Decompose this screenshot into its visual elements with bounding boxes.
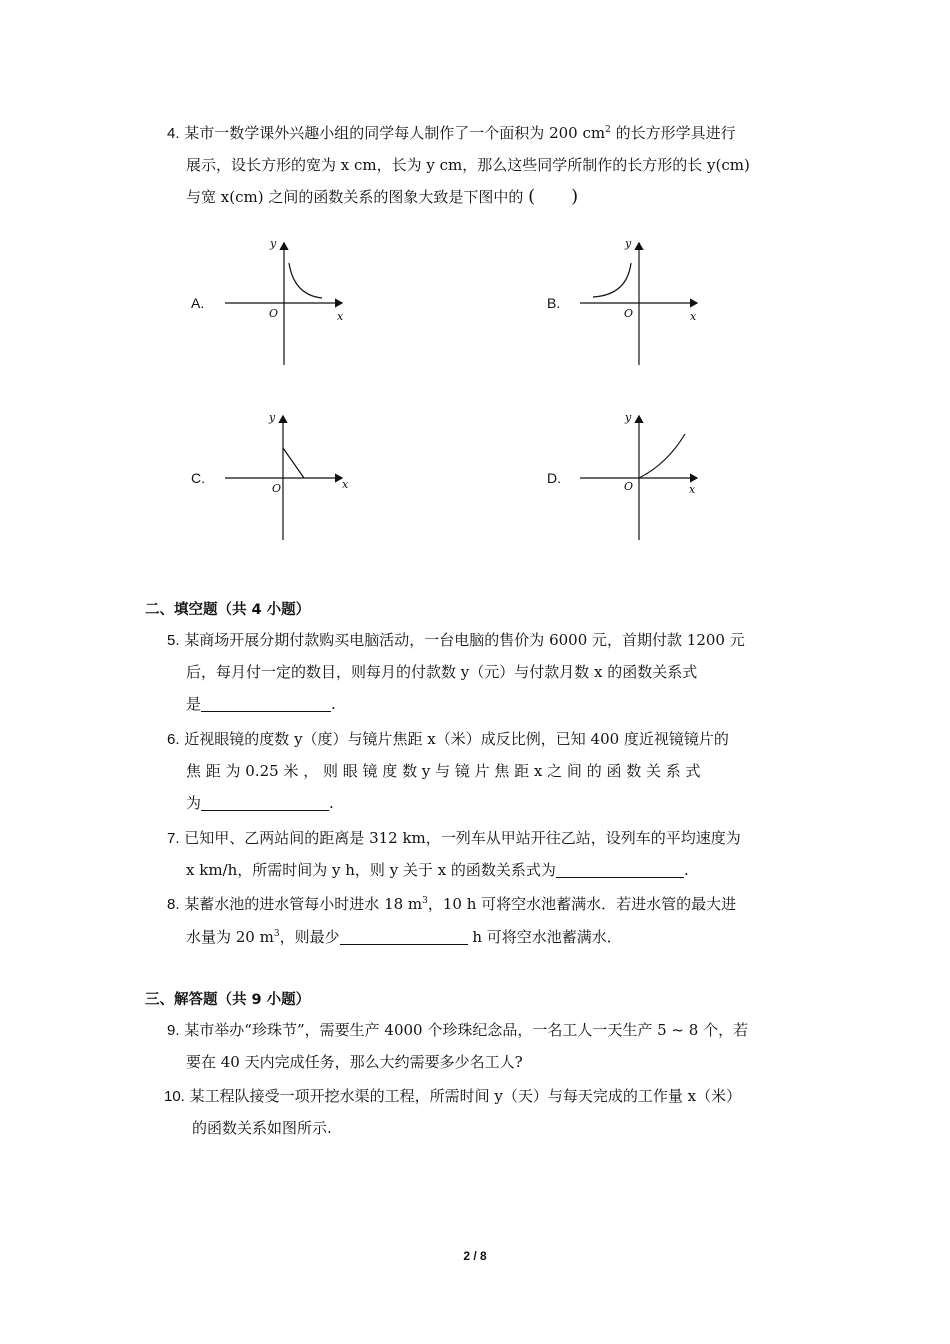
q7-line1 (167, 828, 741, 849)
q5-text-3: 是 (186, 695, 202, 713)
q10-text-1: 某工程队接受一项开挖水渠的工程，所需时间 y（天）与每天完成的工作量 x（米） (189, 1087, 742, 1105)
y-axis-label: y (269, 411, 276, 424)
option-d-label: D. (547, 470, 561, 486)
q4-line3 (186, 187, 578, 207)
origin-label: O (269, 307, 279, 320)
q4-sup: 2 (605, 125, 611, 135)
q6-answer-blank[interactable] (201, 795, 329, 811)
q7-number: 7. (167, 830, 180, 847)
q4-text-3: 与宽 x(cm) 之间的函数关系的图象大致是下图中的 (186, 188, 524, 206)
q6-text-1: 近视眼镜的度数 y（度）与镜片焦距 x（米）成反比例，已知 400 度近视镜镜片的 (184, 730, 729, 748)
q10-number: 10. (164, 1088, 185, 1105)
q5-text-1: 某商场开展分期付款购买电脑活动，一台电脑的售价为 6000 元，首期付款 1200 元 (184, 631, 745, 649)
origin-label: O (272, 482, 282, 495)
y-axis-label: y (625, 411, 632, 424)
q8-text-1b: ，10 h 可将空水池蓄满水．若进水管的最大进 (427, 895, 737, 913)
q10-line2: 的函数关系如图所示. (192, 1119, 332, 1137)
q8-sup-1: 3 (422, 896, 428, 906)
q4-text-1: 某市一数学课外兴趣小组的同学每人制作了一个面积为 200 cm (184, 124, 606, 142)
q6-text-3: 为 (186, 794, 202, 812)
q5-answer-blank[interactable] (201, 696, 331, 712)
option-d-graph (575, 408, 715, 547)
q4-text-1-end: 的长方形学具进行 (610, 124, 736, 142)
q8-text-1a: 某蓄水池的进水管每小时进水 18 m (184, 895, 423, 913)
q7-answer-blank[interactable] (556, 862, 684, 878)
q8-line2 (186, 927, 622, 947)
q5-number: 5. (167, 632, 180, 649)
q5-period: . (331, 695, 336, 713)
segment-c (283, 448, 304, 478)
q8-line1 (167, 894, 736, 915)
q9-line2: 要在 40 天内完成任务，那么大约需要多少名工人? (186, 1053, 523, 1071)
q4-line2: 展示，设长方形的宽为 x cm，长为 y cm，那么这些同学所制作的长方形的长 y(cm) (186, 156, 750, 174)
origin-label: O (624, 480, 634, 493)
option-c-graph (220, 408, 360, 547)
option-c-label: C. (191, 470, 205, 486)
q6-period: . (329, 794, 334, 812)
q7-text-1: 已知甲、乙两站间的距离是 312 km，一列车从甲站开往乙站，设列车的平均速度为 (184, 829, 741, 847)
q8-answer-blank[interactable] (340, 929, 468, 945)
page-number: 2 / 8 (463, 1249, 487, 1263)
q4-line1 (167, 123, 736, 144)
origin-label: O (624, 307, 634, 320)
q6-line3 (186, 793, 334, 813)
curve-a (289, 263, 322, 298)
section-2-heading: 二、填空题（共 4 小题） (145, 602, 311, 618)
q9-number: 9. (167, 1022, 180, 1039)
q5-line2: 后，每月付一定的数目，则每月的付款数 y（元）与付款月数 x 的函数关系式 (186, 663, 698, 681)
q10-line1 (164, 1086, 741, 1107)
q6-number: 6. (167, 731, 180, 748)
q8-number: 8. (167, 896, 180, 913)
q9-text-1: 某市举办“珍珠节”，需要生产 4000 个珍珠纪念品，一名工人一天生产 5 ~ 8 个，若 (184, 1021, 749, 1039)
option-a-graph (220, 235, 360, 374)
x-axis-label: x (689, 483, 696, 496)
q7-line2 (186, 860, 689, 880)
curve-b (593, 263, 631, 297)
section-3-heading: 三、解答题（共 9 小题） (145, 992, 311, 1008)
q8-sup-2: 3 (273, 929, 280, 939)
y-axis-label: y (625, 237, 632, 250)
x-axis-label: x (337, 310, 344, 323)
q7-text-2: x km/h，所需时间为 y h，则 y 关于 x 的函数关系式为 (186, 861, 556, 879)
q6-line2: 焦 距 为 0.25 米 ， 则 眼 镜 度 数 y 与 镜 片 焦 距 x 之 间 的 函 数 关 系 式 (186, 762, 701, 780)
q8-text-2a: 水量为 20 m (186, 928, 274, 946)
q8-text-2c: h 可将空水池蓄满水． (467, 928, 622, 946)
x-axis-label: x (690, 310, 697, 323)
q5-line1 (167, 630, 745, 651)
option-b-label: B. (547, 295, 561, 311)
answer-paren: ( ) (528, 186, 579, 207)
y-axis-label: y (270, 237, 277, 250)
q6-line1 (167, 729, 729, 750)
curve-d (639, 434, 685, 478)
option-a-label: A. (191, 295, 205, 311)
q4-number: 4. (167, 125, 180, 142)
x-axis-label: x (342, 478, 349, 491)
q8-text-2b: ，则最少 (279, 928, 340, 946)
q5-line3 (186, 694, 336, 714)
option-b-graph (575, 235, 715, 374)
q7-period: . (683, 861, 689, 879)
q9-line1 (167, 1020, 748, 1041)
